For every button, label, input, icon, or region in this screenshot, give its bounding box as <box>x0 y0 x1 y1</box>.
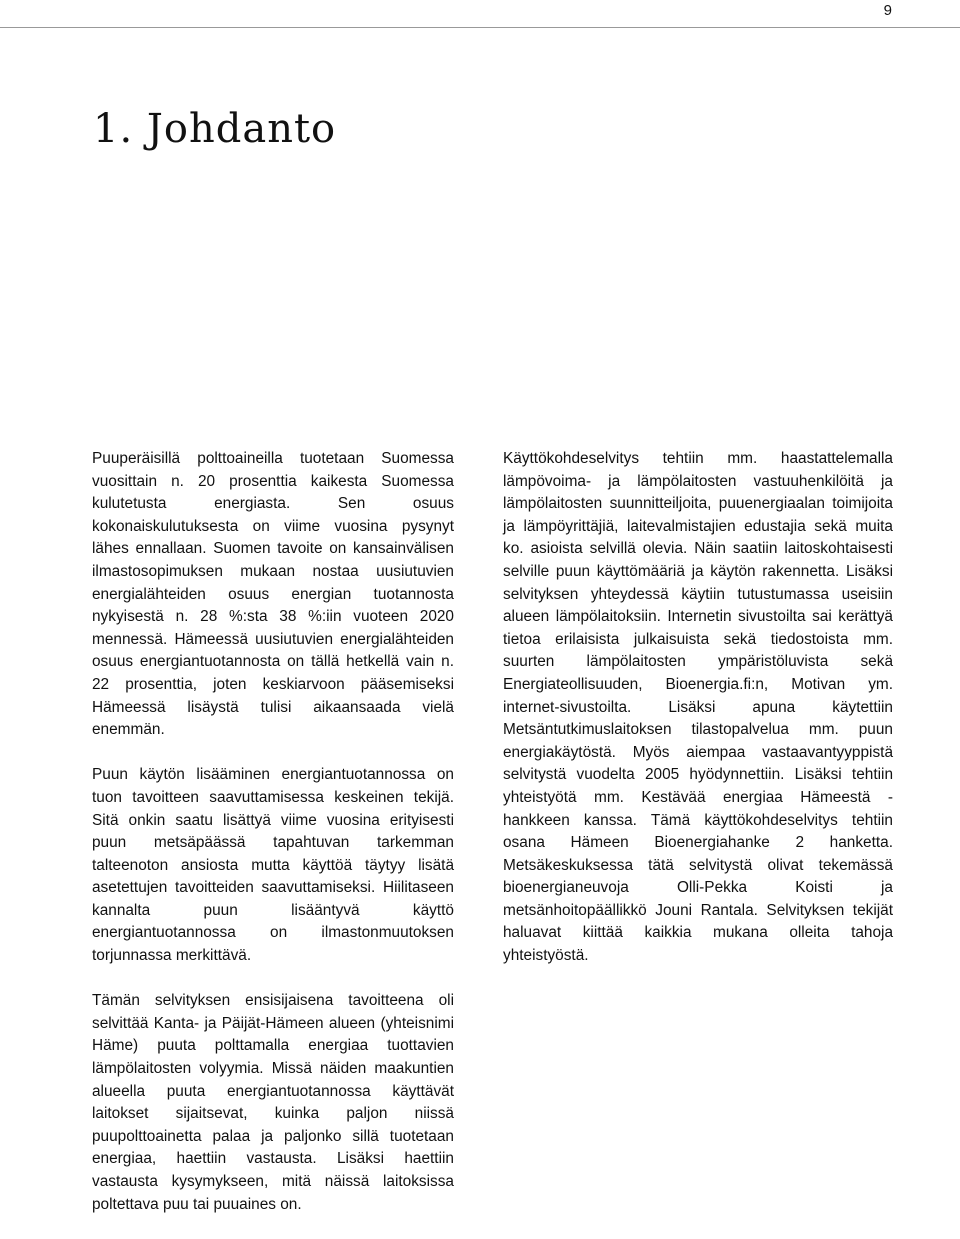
page-number: 9 <box>883 2 892 19</box>
left-column <box>92 448 454 1239</box>
right-paragraph-1: Käyttökohdeselvitys tehtiin mm. haastattelemalla lämpövoima- ja lämpölaitosten vastuuhenkilöitä ja lämpölaitosten suunnitteiljoita, puuenergiaalan toimijoita ja lämpöyrittäjiä, laitevalmistajien edustajia sekä muita ko. asioista selvillä olevia. Näin saatiin laitoskohtaisesti selville puun käyttömääriä ja käytön rakennetta. Lisäksi selvityksen yhteydessä käytiin tutustumassa useisiin alueen lämpölaitoksiin. Internetin sivustoilta sai kerättyä tietoa erilaisista julkaisuista sekä tiedostoista mm. suurten lämpölaitosten ympäristöluvista sekä Energiateollisuuden, Bioenergia.fi:n, Motivan ym. internet-sivustoilta. Lisäksi apuna käytettiin Metsäntutkimuslaitoksen tilastopalvelua mm. puun energiakäytöstä. Myös aiempaa vastaavantyyppistä selvitystä vuodelta 2005 hyödynnettiin. Lisäksi tehtiin yhteistyötä mm. Kestävää energiaa Hämeestä -hankkeen kanssa. Tämä käyttökohdeselvitys tehtiin osana Hämeen Bioenergiahanke 2 hanketta. Metsäkeskuksessa tätä selvitystä olivat tekemässä bioenergianeuvoja Olli-Pekka Koisti ja metsänhoitopäällikkö Jouni Rantala. Selvityksen tekijät haluavat kiittää kaikkia mukana olleita tahoja yhteistyöstä. <box>503 450 893 965</box>
right-column <box>503 448 893 990</box>
header-rule <box>0 27 960 28</box>
left-paragraph-3: Tämän selvityksen ensisijaisena tavoitteena oli selvittää Kanta- ja Päijät-Hämeen alueen (yhteisnimi Häme) puuta polttamalla energiaa tuottavien lämpölaitosten volyymia. Missä näiden maakuntien alueella puuta energiantuotannossa käyttävät laitokset sijaitsevat, kuinka paljon niissä puupolttoainetta palaa ja paljonko sillä tuotetaan energiaa, haettiin vastausta. Lisäksi haettiin vastausta kysymykseen, mitä näissä laitoksissa poltettava puu tai puuaines on. <box>92 992 454 1213</box>
chapter-title: 1. Johdanto <box>93 106 337 152</box>
left-paragraph-2: Puun käytön lisääminen energiantuotannossa on tuon tavoitteen saavuttamisessa keskeinen tekijä. Sitä onkin saatu lisättyä viime vuosina erityisesti puun metsäpäässä tapahtuvan tarkemman talteenoton ansiosta mutta käyttöä täytyy lisätä asetettujen tavoitteiden saavuttamiseksi. Hiilitaseen kannalta puun lisääntyvä käyttö energiantuotannossa on ilmastonmuutoksen torjunnassa merkittävä. <box>92 766 454 965</box>
left-paragraph-1: Puuperäisillä polttoaineilla tuotetaan Suomessa vuosittain n. 20 prosenttia kaikesta Suomessa kulutetusta energiasta. Sen osuus kokonaiskulutuksesta on viime vuosina pysynyt lähes ennallaan. Suomen tavoite on kansainvälisen ilmastosopimuksen mukaan nostaa uusiutuvien energialähteiden osuus energian tuotannosta nykyisestä n. 28 %:sta 38 %:iin vuoteen 2020 mennessä. Hämeessä uusiutuvien energialähteiden osuus energiantuotannosta on tällä hetkellä vain n. 22 prosenttia, joten keskiarvoon pääsemiseksi Hämeessä lisäystä tulisi aikaansaada vielä enemmän. <box>92 450 454 739</box>
